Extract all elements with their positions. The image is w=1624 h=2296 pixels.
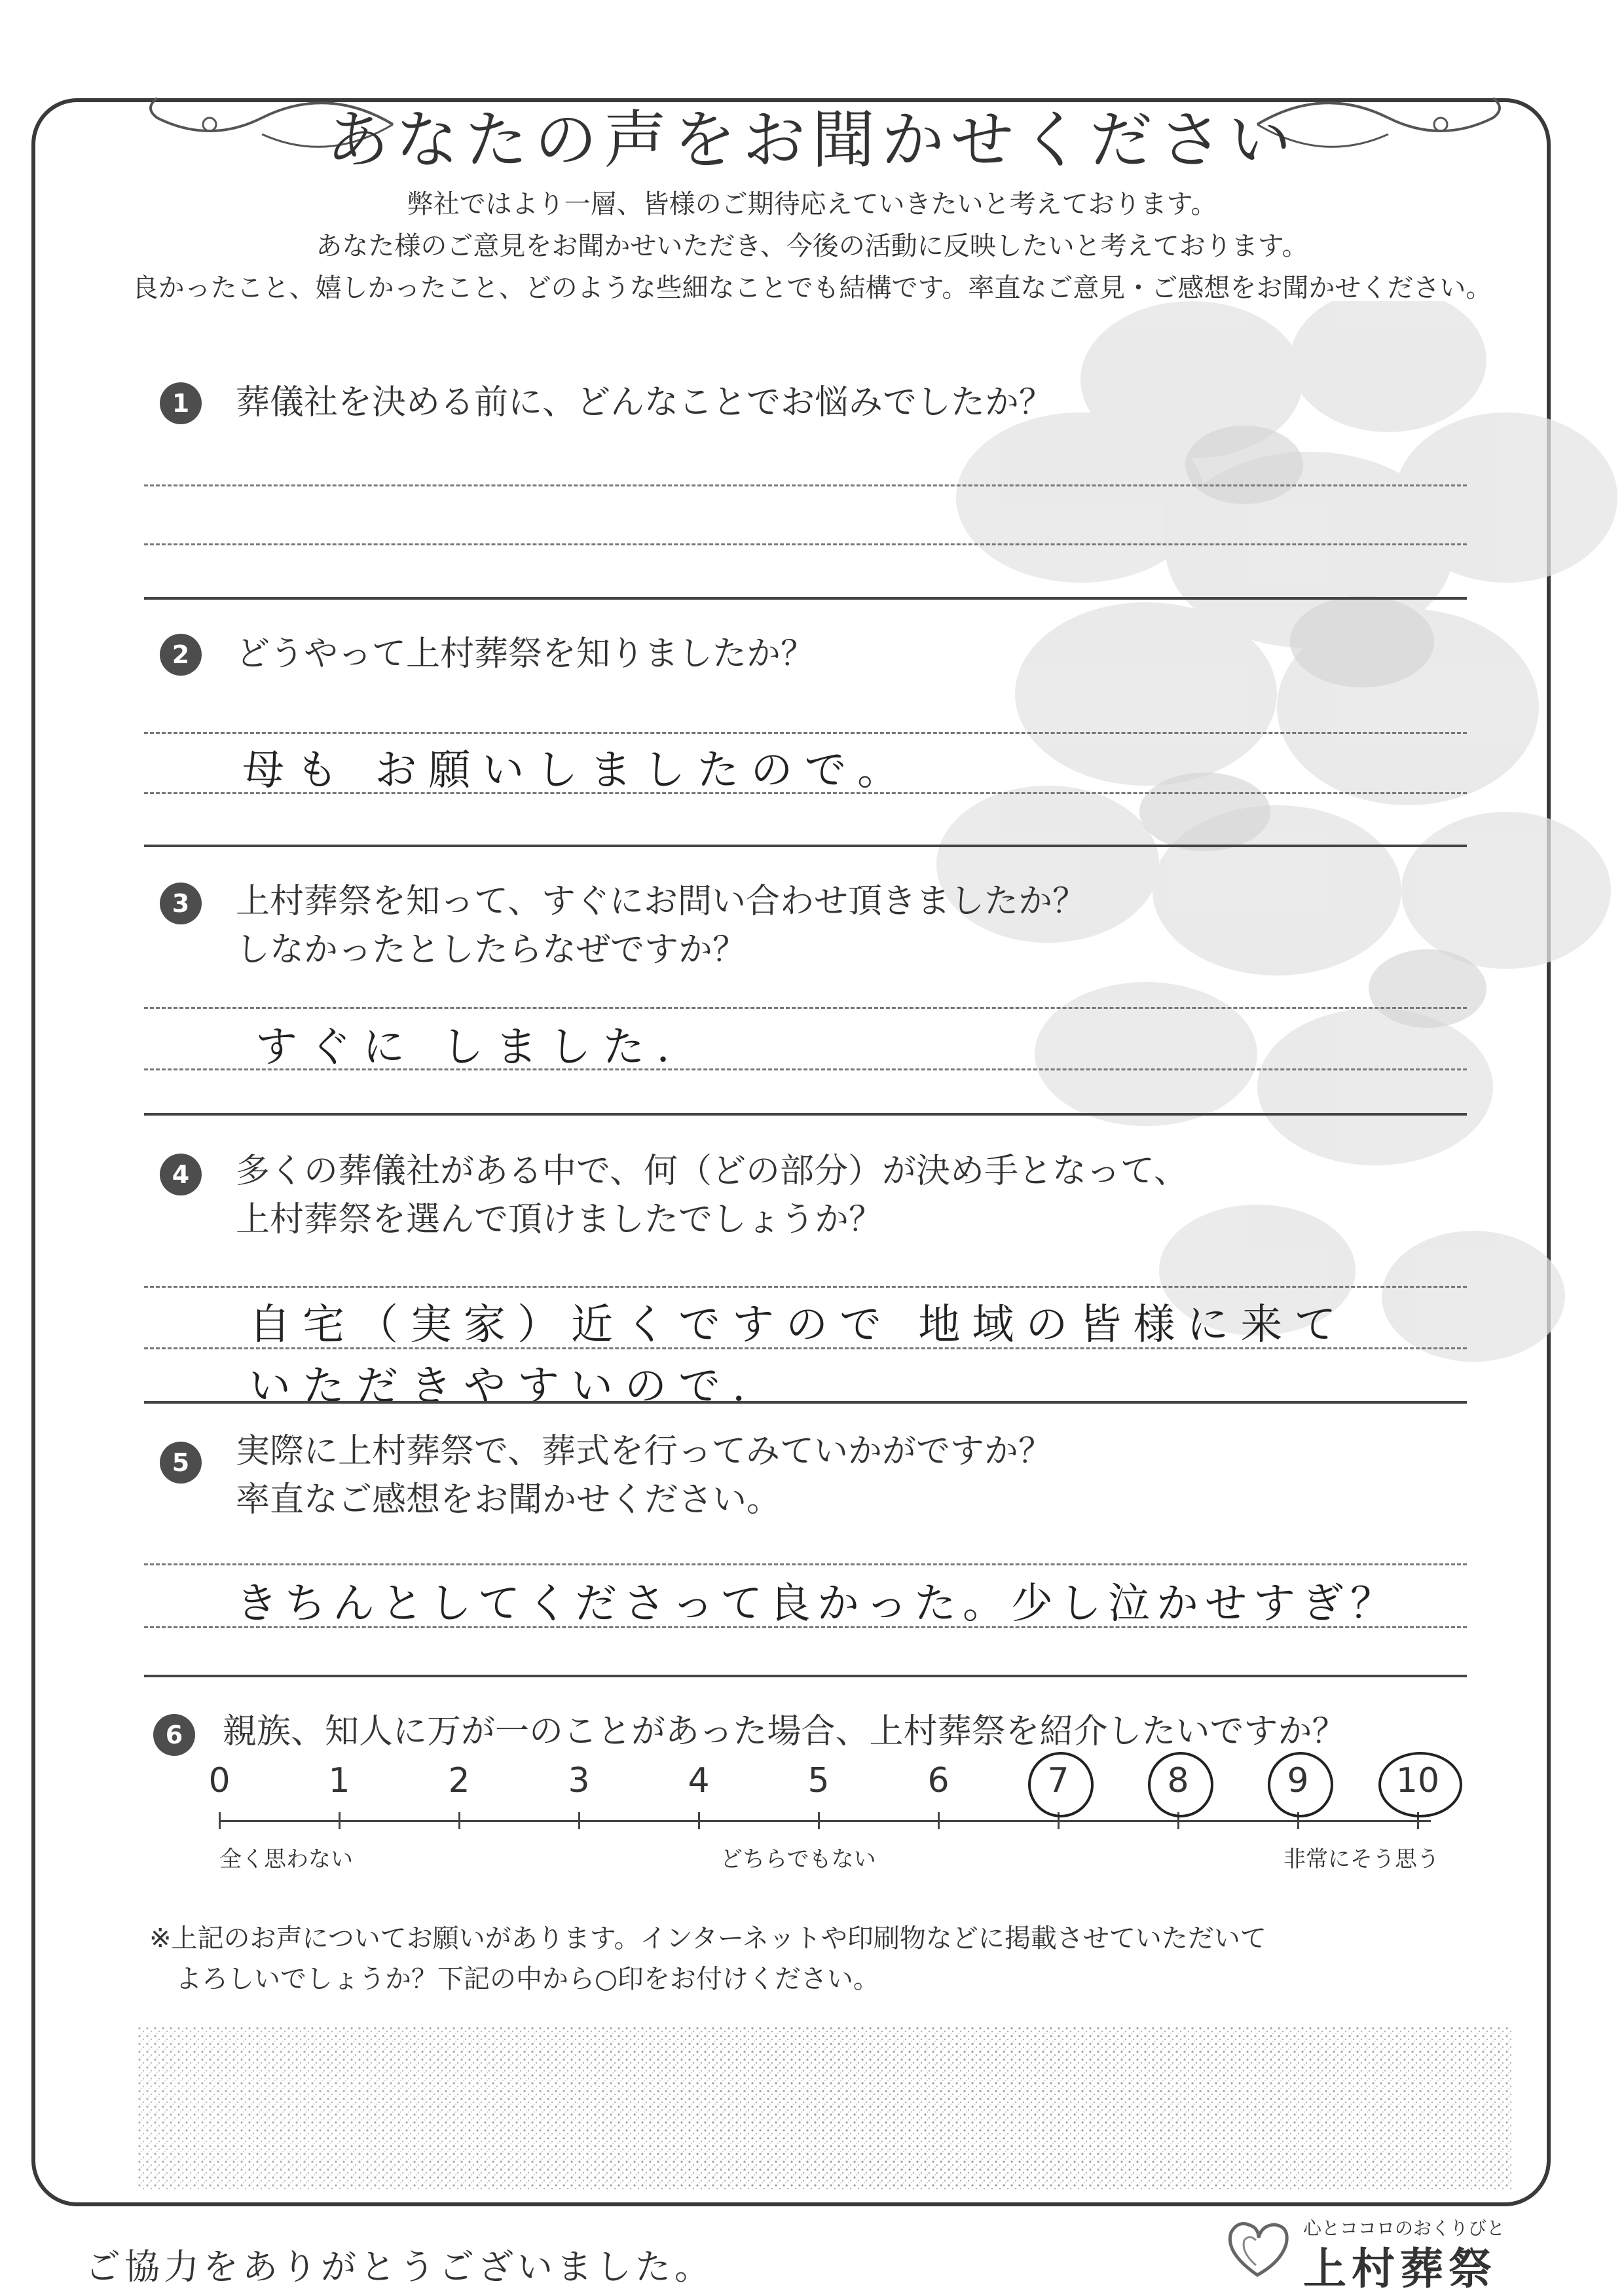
scale-number-6: 6 (927, 1761, 950, 1800)
intro-line: あなた様のご意見をお聞かせいただき、今後の活動に反映したいと考えております。 (316, 231, 1308, 261)
scale-number-1: 1 (328, 1761, 350, 1800)
question-number-badge: 1 (160, 382, 202, 424)
answer-line (144, 484, 1467, 486)
question-number-badge: 3 (160, 883, 202, 924)
question-4-text-line-2: 上村葬祭を選んで頂けましたでしょうか？ (236, 1200, 883, 1239)
answer-line (144, 792, 1467, 794)
scale-number-0: 0 (208, 1761, 231, 1800)
handwritten-answer-5: きちんとしてくださって良かった。少し泣かせすぎ？ (236, 1580, 1399, 1628)
publication-consent-note (149, 1918, 1266, 1999)
scale-tick (938, 1812, 940, 1829)
question-1-text: 葬儀社を決める前に、どんなことでお悩みでしたか？ (236, 383, 1054, 422)
redacted-stipple-area (138, 2026, 1513, 2190)
note-line: ※上記のお声についてお願いがあります。インターネットや印刷物などに掲載させていただいて (149, 1923, 1266, 1954)
scale-number-8: 8 (1167, 1761, 1189, 1800)
question-3-text-line-2: しなかったとしたらなぜですか？ (236, 930, 747, 970)
scale-number-10: 10 (1395, 1761, 1440, 1800)
section-divider (144, 1675, 1467, 1677)
handwritten-answer-4-line-2: いただきやすいので. (249, 1362, 758, 1411)
handwritten-answer-4-line-1: 自宅（実家）近くですので 地域の皆様に来て (249, 1301, 1348, 1349)
handwritten-answer-2: 母も お願いしましたので。 (242, 746, 912, 795)
section-divider (144, 845, 1467, 847)
answer-line (144, 1068, 1467, 1070)
question-6-text: 親族、知人に万が一のことがあった場合、上村葬祭を紹介したいですか？ (223, 1712, 1346, 1751)
answer-line (144, 1563, 1467, 1565)
intro-line: 弊社ではより一層、皆様のご期待応えていきたいと考えております。 (407, 189, 1217, 219)
question-number-badge: 6 (153, 1714, 195, 1756)
handwritten-answer-3: すぐに しました. (255, 1023, 682, 1072)
thank-you-message: ご協力をありがとうございました。 (85, 2246, 714, 2287)
question-number-badge: 5 (160, 1442, 202, 1484)
answer-line (144, 1286, 1467, 1288)
flower-background-decoration (851, 301, 1624, 1447)
scale-circle-mark-7 (1028, 1752, 1094, 1817)
section-divider (144, 1401, 1467, 1404)
question-4-text-line-1: 多くの葬儀社がある中で、何（どの部分）が決め手となって、 (236, 1152, 1188, 1191)
intro-text (0, 183, 1624, 309)
logo-tagline: 心とココロのおくりびと (1303, 2217, 1505, 2239)
answer-line (144, 1626, 1467, 1628)
question-5-text-line-1: 実際に上村葬祭で、葬式を行ってみていかがですか？ (236, 1432, 1052, 1471)
section-divider (144, 1113, 1467, 1116)
question-number-badge: 4 (160, 1154, 202, 1195)
scale-tick (578, 1812, 580, 1829)
note-line: よろしいでしょうか？下記の中から○印をお付けください。 (175, 1964, 879, 1994)
scale-number-2: 2 (448, 1761, 470, 1800)
scale-label-mid: どちらでもない (720, 1846, 876, 1872)
intro-line: 良かったこと、嬉しかったこと、どのような些細なことでも結構です。率直なご意見・ご感想をお聞かせください。 (132, 273, 1492, 303)
scale-tick (818, 1812, 820, 1829)
scale-tick (339, 1812, 341, 1829)
scale-number-7: 7 (1047, 1761, 1069, 1800)
scale-tick (458, 1812, 460, 1829)
page-title: あなたの声をお聞かせください (326, 103, 1298, 177)
scale-number-9: 9 (1287, 1761, 1309, 1800)
scale-number-4: 4 (688, 1761, 710, 1800)
scale-tick (219, 1812, 221, 1829)
answer-line (144, 1007, 1467, 1009)
answer-line (144, 543, 1467, 545)
scale-circle-mark-8 (1148, 1752, 1213, 1817)
scale-circle-mark-10 (1378, 1752, 1462, 1817)
question-number-badge: 2 (160, 634, 202, 676)
rating-scale-line (219, 1820, 1431, 1822)
scale-tick (698, 1812, 700, 1829)
scale-number-3: 3 (568, 1761, 590, 1800)
question-2-text: どうやって上村葬祭を知りましたか？ (236, 634, 815, 674)
question-3-text-line-1: 上村葬祭を知って、すぐにお問い合わせ頂きましたか？ (236, 882, 1086, 921)
scale-number-5: 5 (807, 1761, 830, 1800)
scale-label-high: 非常にそう思う (1283, 1846, 1439, 1872)
question-5-text-line-2: 率直なご感想をお聞かせください。 (236, 1480, 781, 1520)
scale-circle-mark-9 (1268, 1752, 1333, 1817)
answer-line (144, 1347, 1467, 1349)
scale-label-low: 全く思わない (219, 1846, 353, 1872)
section-divider (144, 597, 1467, 600)
company-logo-text: 上村葬祭 (1303, 2244, 1497, 2294)
answer-line (144, 732, 1467, 734)
